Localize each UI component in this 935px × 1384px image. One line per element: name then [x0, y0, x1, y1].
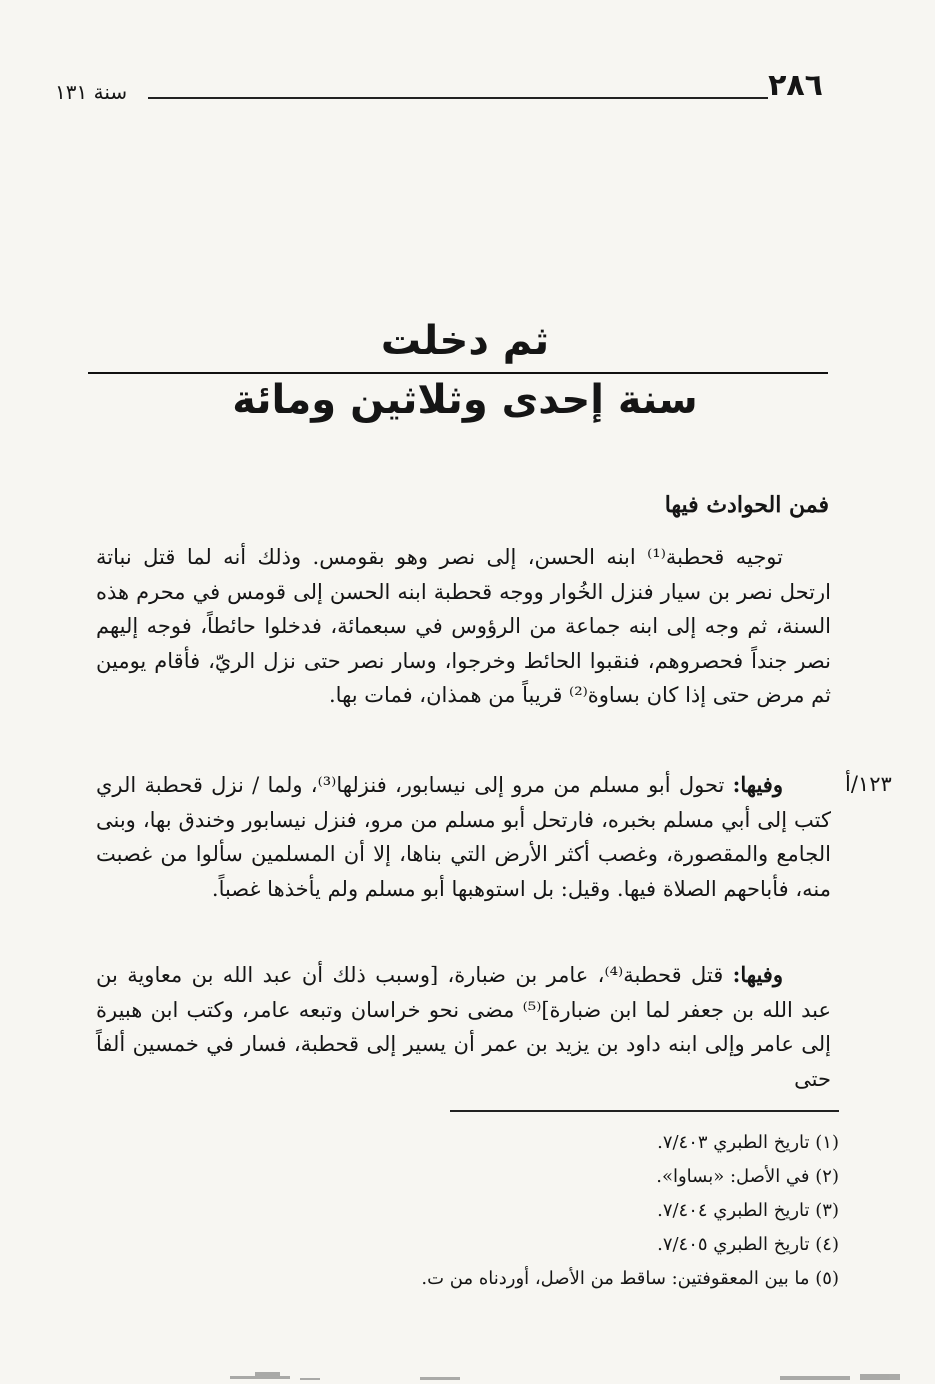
running-title: سنة ١٣١ — [55, 80, 128, 104]
footnote-3: (٣) تاريخ الطبري ٧/٤٠٤. — [657, 1200, 839, 1221]
footnote-rule — [450, 1110, 839, 1112]
paragraph-3 — [96, 958, 831, 1096]
section-heading: فمن الحوادث فيها — [664, 492, 829, 518]
paragraph-3-text: قتل قحطبة⁽⁴⁾، عامر بن ضبارة، [وسبب ذلك أن عبد الله بن معاوية بن عبد الله بن جعفر لما ابن ضبارة]⁽⁵⁾ مضى نحو خراسان وتبعه عامر، وكتب ابن هبيرة إلى عامر وإلى ابنه داود بن يزيد بن عمر أن يسير إلى قحطبة، فسار في خمسين ألفاً حتى — [96, 963, 831, 1091]
margin-folio-reference: ١٢٣/أ — [845, 772, 892, 796]
footnote-1: (١) تاريخ الطبري ٧/٤٠٣. — [657, 1132, 839, 1153]
chapter-title-line2: سنة إحدى وثلاثين ومائة — [232, 377, 698, 423]
footnote-5: (٥) ما بين المعقوفتين: ساقط من الأصل، أوردناه من ت. — [421, 1268, 839, 1289]
paragraph-2-lead: وفيها: — [732, 772, 783, 797]
scan-edge-noise — [0, 1364, 935, 1384]
footnotes — [319, 1126, 839, 1296]
header-rule — [148, 97, 768, 99]
footnote-4: (٤) تاريخ الطبري ٧/٤٠٥. — [657, 1234, 839, 1255]
footnote-2: (٢) في الأصل: «بساوا». — [656, 1166, 839, 1187]
title-rule — [88, 372, 828, 374]
paragraph-1 — [96, 540, 831, 713]
page-number: ٢٨٦ — [768, 68, 823, 103]
paragraph-1-text: توجيه قحطبة⁽¹⁾ ابنه الحسن، إلى نصر وهو بقومس. وذلك أنه لما قتل نباتة ارتحل نصر بن سيار فنزل الخُوار ووجه قحطبة ابنه الحسن إلى قومس في محرم هذه السنة، ثم وجه إلى ابنه جماعة من الرؤوس في سبعمائة، فدخلوا حائطاً، فوجه إليهم نصر جنداً فحصروهم، فنقبوا الحائط وخرجوا، وسار نصر حتى نزل الريّ، فأقام يومين ثم مرض حتى إذا كان بساوة⁽²⁾ قريباً من همذان، فمات بها. — [96, 545, 831, 707]
paragraph-3-lead: وفيها: — [732, 962, 783, 987]
paragraph-2-text: تحول أبو مسلم من مرو إلى نيسابور، فنزلها⁽³⁾، ولما / نزل قحطبة الري كتب إلى أبي مسلم بخبره، فارتحل أبو مسلم من مرو، فنزل نيسابور وخندق بها، وبنى الجامع والمقصورة، وغصب أكثر الأرض التي بناها، إلا أن المسلمين سألوا من غصبت منه، فأباحهم الصلاة فيها. وقيل: بل استوهبها أبو مسلم ولم يأخذها غصباً. — [96, 773, 831, 901]
paragraph-2 — [96, 768, 831, 906]
chapter-title-line1: ثم دخلت — [380, 318, 550, 364]
